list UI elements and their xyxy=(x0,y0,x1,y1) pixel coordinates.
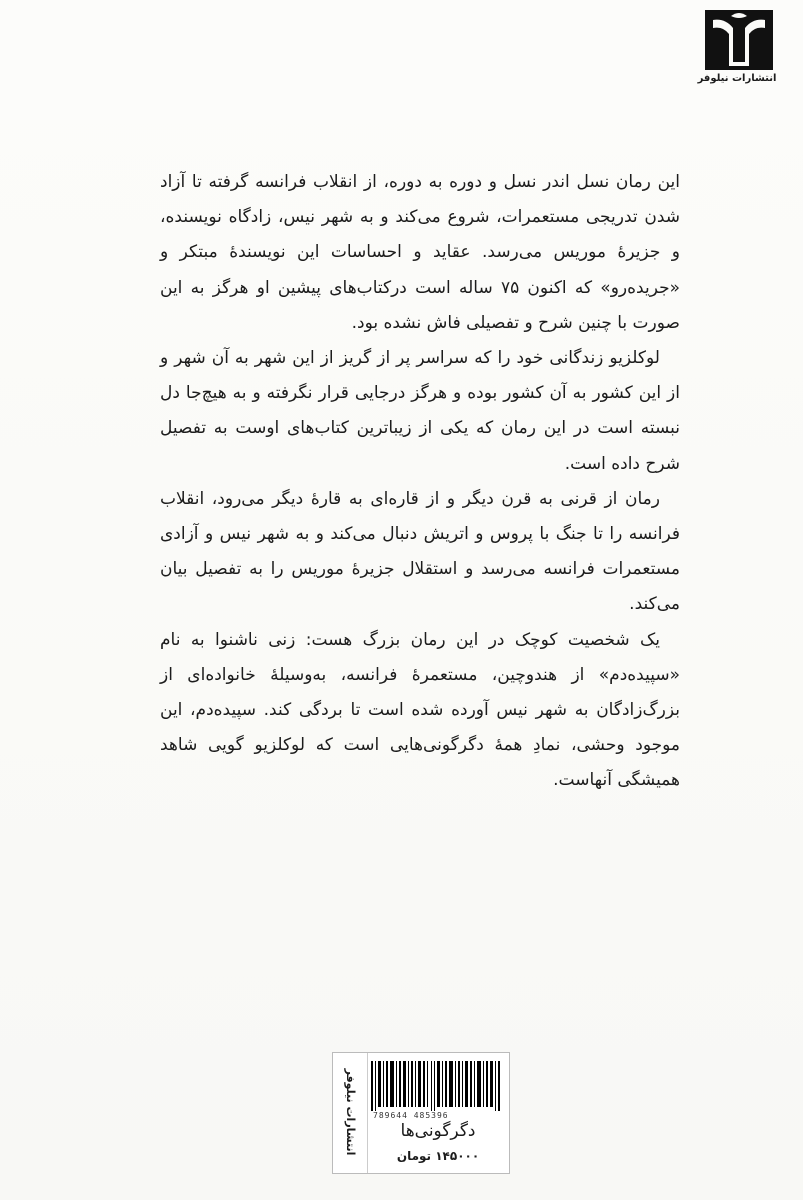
blurb-paragraph: لوکلزیو زندگانی خود را که سراسر پر از گریز از این شهر به آن شهر و از این کشور به آن کشور بوده و هرگز درجایی قرار نگرفته و به هیچ‌جا دل نبسته است در این رمان که یکی از زیباترین کتاب‌های اوست به تفصیل شرح داده است. xyxy=(160,348,680,474)
book-title: دگرگونی‌ها xyxy=(400,1121,476,1141)
blurb-text xyxy=(160,165,680,799)
isbn-digits: 789644 485396 xyxy=(373,1111,449,1120)
book-price: ۱۴۵۰۰۰ تومان xyxy=(396,1149,480,1163)
publisher-name: انتشارات نیلوفر xyxy=(697,73,777,84)
sticker-publisher-strip xyxy=(333,1053,368,1173)
sticker-publisher-name: انتشارات نیلوفر xyxy=(344,1068,357,1156)
publisher-logo xyxy=(693,10,783,90)
flower-emblem-icon xyxy=(705,10,773,70)
blurb-paragraph: رمان از قرنی به قرن دیگر و از قاره‌ای به قارهٔ دیگر می‌رود، انقلاب فرانسه را تا جنگ با پروس و اتریش دنبال می‌کند و به شهر نیس و آزادی مستعمرات فرانسه می‌رسد و استقلال جزیرهٔ موریس را به تفصیل بیان می‌کند. xyxy=(160,488,680,615)
barcode-sticker xyxy=(332,1052,510,1174)
barcode-icon xyxy=(371,1061,505,1115)
blurb-paragraph: این رمان نسل اندر نسل و دوره به دوره، از انقلاب فرانسه گرفته تا آزاد شدن تدریجی مستعمرات، شروع می‌کند و به شهر نیس، زادگاه نویسنده، و جزیرهٔ موریس می‌رسد. عقاید و احساسات این نویسندهٔ مبتکر و «جریده‌رو» که اکنون ۷۵ ساله است درکتاب‌های پیشین او هرگز به این صورت با چنین شرح و تفصیلی فاش نشده بود. xyxy=(160,172,680,333)
blurb-paragraph: یک شخصیت کوچک در این رمان بزرگ هست: زنی ناشنوا به نام «سپیده‌دم» از هندوچین، مستعمرهٔ فرانسه، به‌وسیلهٔ خانواده‌ای از بزرگ‌زادگان به شهر نیس آورده شده است تا بردگی کند. سپیده‌دم، این موجود وحشی، نمادِ همهٔ دگرگونی‌هایی است که لوکلزیو گویی شاهد همیشگی آنهاست. xyxy=(160,629,680,791)
